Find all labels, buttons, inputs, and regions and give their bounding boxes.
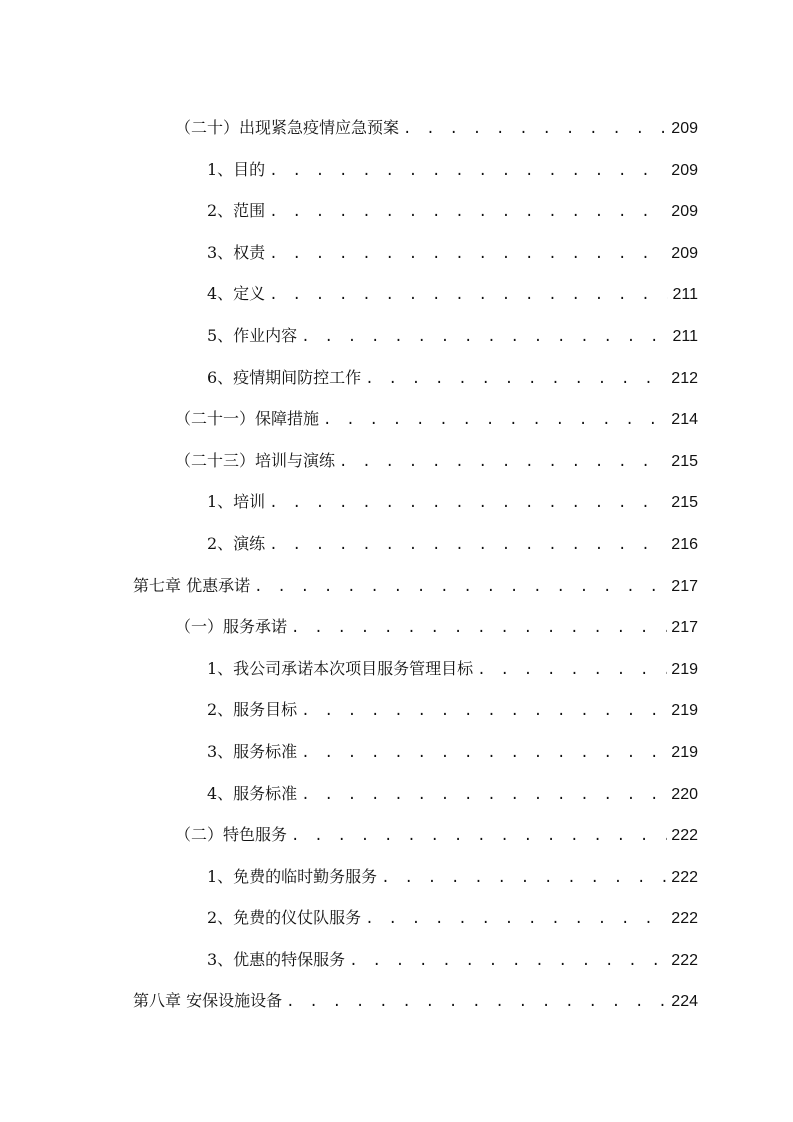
toc-entry-page: 209 [671, 161, 698, 179]
toc-dot-leader [477, 650, 667, 692]
toc-entry[interactable] [0, 980, 793, 1022]
toc-entry-page: 222 [671, 910, 698, 928]
toc-entry[interactable] [0, 232, 793, 274]
toc-entry[interactable] [0, 357, 793, 399]
toc-dot-leader [269, 275, 668, 317]
toc-entry-page: 209 [671, 120, 698, 137]
toc-entry-title: （二十三）培训与演练 [175, 450, 336, 470]
toc-dot-leader [291, 816, 667, 858]
toc-dot-leader [269, 525, 667, 567]
toc-entry[interactable] [0, 315, 793, 357]
toc-dot-leader [349, 941, 667, 983]
toc-dot-leader [365, 359, 667, 401]
toc-entry[interactable] [0, 814, 793, 856]
toc-entry-title: 3、优惠的特保服务 [207, 949, 346, 969]
toc-dot-leader [286, 982, 667, 1024]
toc-dot-leader [254, 567, 667, 609]
toc-entry[interactable] [0, 398, 793, 440]
toc-entry-page: 209 [671, 244, 698, 262]
toc-entry-page: 219 [671, 702, 698, 720]
toc-dot-leader [301, 775, 667, 817]
toc-dot-leader [403, 109, 667, 151]
toc-entry-page: 217 [671, 577, 698, 595]
toc-entry[interactable] [0, 773, 793, 815]
toc-entry-page: 215 [671, 452, 698, 470]
toc-entry[interactable] [0, 689, 793, 731]
toc-entry-title: （一）服务承诺 [175, 617, 288, 637]
toc-entry[interactable] [0, 565, 793, 607]
toc-dot-leader [269, 192, 667, 234]
toc-entry-title: 第八章 安保设施设备 [133, 991, 283, 1011]
toc-entry[interactable] [0, 190, 793, 232]
toc-entry-title: 3、权责 [207, 242, 266, 262]
toc-entry-title: 1、免费的临时勤务服务 [207, 866, 378, 886]
toc-dot-leader [291, 608, 667, 650]
toc-dot-leader [301, 317, 668, 359]
toc-entry[interactable] [0, 856, 793, 898]
toc-entry-page: 220 [671, 785, 698, 803]
toc-entry-page: 217 [671, 619, 698, 637]
toc-dot-leader [269, 234, 667, 276]
toc-dot-leader [365, 899, 667, 941]
toc-entry-title: 3、服务标准 [207, 741, 298, 761]
toc-entry-page: 222 [671, 827, 698, 845]
toc-entry-title: （二十一）保障措施 [175, 409, 320, 429]
toc-entry-title: 2、范围 [207, 201, 266, 221]
toc-entry[interactable] [0, 149, 793, 191]
toc-entry[interactable] [0, 606, 793, 648]
toc-entry[interactable] [0, 523, 793, 565]
toc-entry-title: 2、免费的仪仗队服务 [207, 908, 362, 928]
toc-entry-page: 214 [671, 411, 698, 429]
toc-entry-title: 2、服务目标 [207, 700, 298, 720]
toc-entry[interactable] [0, 648, 793, 690]
toc-dot-leader [301, 691, 667, 733]
toc-entry-page: 209 [671, 203, 698, 221]
toc-entry-title: 1、培训 [207, 492, 266, 512]
toc-entry-title: 4、服务标准 [207, 783, 298, 803]
toc-entry-title: 6、疫情期间防控工作 [207, 367, 362, 387]
toc-entry-title: （二）特色服务 [175, 825, 288, 845]
toc-entry[interactable] [0, 481, 793, 523]
toc-entry[interactable] [0, 440, 793, 482]
toc-entry-title: 第七章 优惠承诺 [133, 575, 251, 595]
toc-entry-page: 211 [672, 327, 698, 345]
toc-dot-leader [301, 733, 667, 775]
toc-entry-page: 216 [671, 535, 698, 553]
toc-entry-page: 222 [671, 951, 698, 969]
toc-dot-leader [381, 858, 667, 900]
toc-entry-page: 215 [671, 494, 698, 512]
toc-entry[interactable] [0, 273, 793, 315]
toc-entry[interactable] [0, 731, 793, 773]
toc-dot-leader [269, 483, 667, 525]
toc-entry[interactable] [0, 897, 793, 939]
toc-entry-title: （二十）出现紧急疫情应急预案 [175, 118, 400, 137]
toc-dot-leader [269, 151, 667, 193]
toc-entry-title: 2、演练 [207, 533, 266, 553]
toc-dot-leader [339, 442, 667, 484]
toc-entry-page: 224 [671, 993, 698, 1011]
toc-entry-title: 4、定义 [207, 284, 266, 304]
toc-entry-page: 212 [671, 369, 698, 387]
toc-entry[interactable] [0, 107, 793, 149]
toc-entry-page: 219 [671, 660, 698, 678]
toc-entry-title: 1、我公司承诺本次项目服务管理目标 [207, 658, 474, 678]
table-of-contents [0, 107, 793, 1022]
toc-entry-page: 211 [672, 286, 698, 304]
toc-entry-page: 219 [671, 743, 698, 761]
toc-entry-page: 222 [671, 868, 698, 886]
toc-entry-title: 5、作业内容 [207, 325, 298, 345]
toc-entry[interactable] [0, 939, 793, 981]
toc-entry-title: 1、目的 [207, 159, 266, 179]
toc-dot-leader [323, 400, 667, 442]
